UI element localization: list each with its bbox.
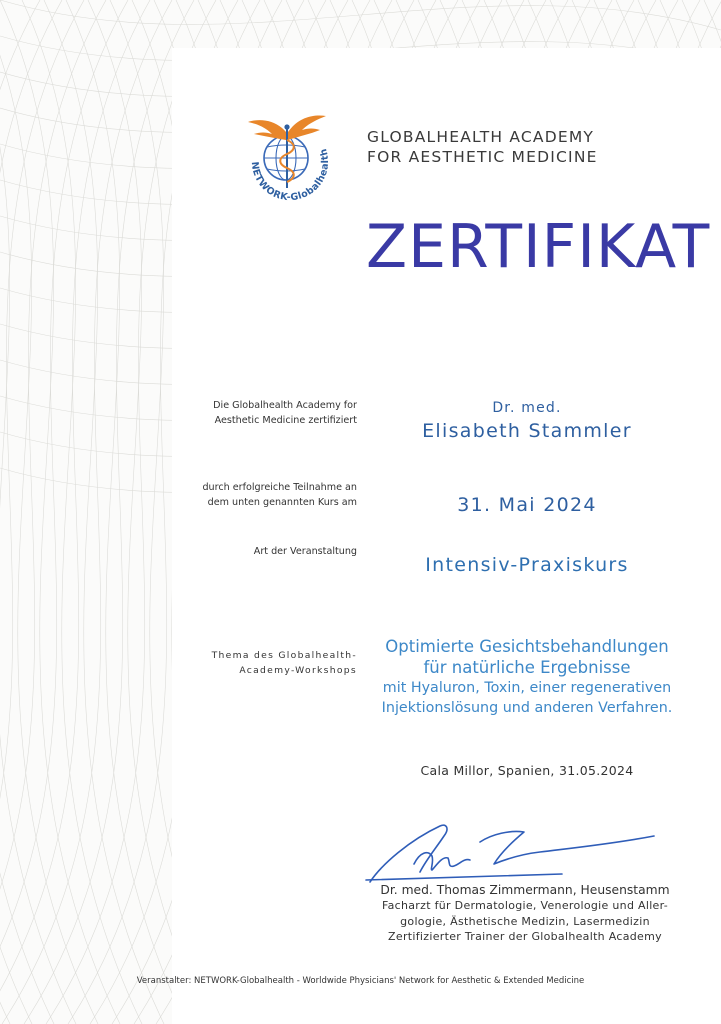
signer-desc-3: Zertifizierter Trainer der Globalhealth Academy [388, 930, 662, 943]
signer-name: Dr. med. Thomas Zimmermann, Heusenstamm [380, 883, 670, 897]
logo-ring-text: NETWORK-Globalhealth [248, 146, 332, 204]
academy-name [367, 127, 598, 167]
organizer-footer: Veranstalter: NETWORK-Globalhealth - Worldwide Physicians' Network for Aesthetic & Extended Medicine [136, 976, 585, 986]
academy-line-2: FOR AESTHETIC MEDICINE [367, 148, 598, 166]
signer-desc-2: gologie, Ästhetische Medizin, Lasermedizin [400, 914, 650, 928]
signer-desc-1: Facharzt für Dermatologie, Venerologie und Aller- [381, 899, 669, 912]
certificate-title: ZERTIFIKAT [366, 212, 711, 282]
event-type-value: Intensiv-Praxiskurs [425, 554, 629, 576]
caduceus-globe-icon [236, 100, 346, 210]
event-type-label: Art der Veranstaltung [253, 546, 357, 557]
date-label: durch erfolgreiche Teilnahme an dem unten genannten Kurs am [202, 482, 357, 508]
recipient-title: Dr. med. [492, 400, 562, 416]
certifier-label: Die Globalhealth Academy for Aesthetic Medicine zertifiziert [213, 400, 357, 426]
place-and-date: Cala Millor, Spanien, 31.05.2024 [420, 763, 634, 778]
academy-line-1: GLOBALHEALTH ACADEMY [367, 128, 595, 146]
handwritten-signature [362, 812, 692, 892]
course-date: 31. Mai 2024 [457, 494, 597, 516]
topic-label: Thema des Globalhealth- Academy-Workshops [211, 650, 357, 676]
signer-block [366, 882, 684, 945]
topic-value: Optimierte Gesichtsbehandlungen für natürliche Ergebnisse mit Hyaluron, Toxin, einer regenerativen Injektionslösung und anderen Verfahren. [381, 637, 673, 716]
recipient-name: Elisabeth Stammler [422, 420, 632, 442]
